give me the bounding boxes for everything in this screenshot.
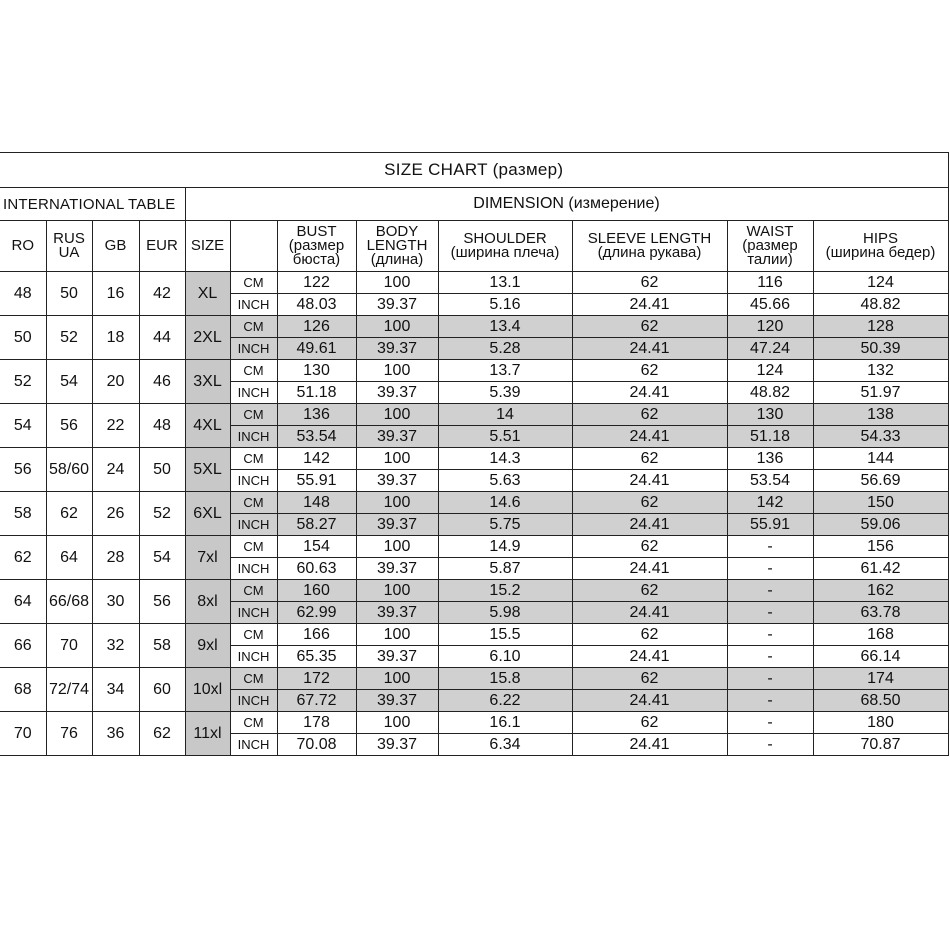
cm-shoulder: 16.1	[438, 712, 572, 734]
inch-body-length: 39.37	[356, 690, 438, 712]
cell-ro: 54	[0, 404, 46, 448]
cell-gb: 34	[92, 668, 139, 712]
cm-bust: 166	[277, 624, 356, 646]
inch-shoulder: 5.39	[438, 382, 572, 404]
cell-eur: 62	[139, 712, 185, 756]
header-sleeve-length	[572, 221, 727, 272]
cell-size: 5XL	[185, 448, 230, 492]
inch-sleeve-length: 24.41	[572, 338, 727, 360]
size-chart-table	[0, 152, 949, 756]
cell-gb: 24	[92, 448, 139, 492]
cell-ro: 68	[0, 668, 46, 712]
inch-sleeve-length: 24.41	[572, 558, 727, 580]
inch-bust: 49.61	[277, 338, 356, 360]
cell-gb: 30	[92, 580, 139, 624]
inch-shoulder: 6.34	[438, 734, 572, 756]
header-line: талии)	[747, 251, 793, 268]
unit-cm: CM	[230, 404, 277, 426]
unit-cm: CM	[230, 536, 277, 558]
cm-shoulder: 13.1	[438, 272, 572, 294]
inch-bust: 48.03	[277, 294, 356, 316]
cell-eur: 46	[139, 360, 185, 404]
cm-waist: 116	[727, 272, 813, 294]
cm-shoulder: 15.5	[438, 624, 572, 646]
unit-inch: INCH	[230, 514, 277, 536]
inch-body-length: 39.37	[356, 558, 438, 580]
inch-hips: 48.82	[813, 294, 948, 316]
cm-body-length: 100	[356, 272, 438, 294]
cell-size: 9xl	[185, 624, 230, 668]
cm-sleeve-length: 62	[572, 448, 727, 470]
inch-shoulder: 6.10	[438, 646, 572, 668]
cell-size: 8xl	[185, 580, 230, 624]
cell-rus: 66/68	[46, 580, 92, 624]
inch-body-length: 39.37	[356, 426, 438, 448]
cm-sleeve-length: 62	[572, 668, 727, 690]
table-row	[0, 668, 948, 690]
size-chart	[0, 152, 950, 794]
inch-hips: 56.69	[813, 470, 948, 492]
cell-gb: 18	[92, 316, 139, 360]
inch-sleeve-length: 24.41	[572, 382, 727, 404]
cell-ro: 70	[0, 712, 46, 756]
cm-waist: -	[727, 624, 813, 646]
inch-shoulder: 5.28	[438, 338, 572, 360]
cell-eur: 44	[139, 316, 185, 360]
header-gb	[92, 221, 139, 272]
cell-eur: 58	[139, 624, 185, 668]
inch-body-length: 39.37	[356, 470, 438, 492]
dimension-label: DIMENSION (измерение)	[185, 188, 948, 221]
cell-size: 3XL	[185, 360, 230, 404]
inch-body-length: 39.37	[356, 602, 438, 624]
unit-cm: CM	[230, 492, 277, 514]
cm-bust: 154	[277, 536, 356, 558]
cell-rus: 76	[46, 712, 92, 756]
inch-sleeve-length: 24.41	[572, 690, 727, 712]
cell-size: 6XL	[185, 492, 230, 536]
inch-hips: 68.50	[813, 690, 948, 712]
cm-bust: 126	[277, 316, 356, 338]
cell-rus: 58/60	[46, 448, 92, 492]
inch-bust: 53.54	[277, 426, 356, 448]
header-line: (длина рукава)	[597, 244, 702, 261]
cell-rus: 72/74	[46, 668, 92, 712]
cm-bust: 160	[277, 580, 356, 602]
inch-waist: -	[727, 690, 813, 712]
cm-body-length: 100	[356, 448, 438, 470]
cm-bust: 142	[277, 448, 356, 470]
cm-body-length: 100	[356, 404, 438, 426]
cell-rus: 50	[46, 272, 92, 316]
unit-inch: INCH	[230, 470, 277, 492]
cm-sleeve-length: 62	[572, 404, 727, 426]
table-row	[0, 536, 948, 558]
cm-sleeve-length: 62	[572, 492, 727, 514]
unit-inch: INCH	[230, 690, 277, 712]
unit-inch: INCH	[230, 382, 277, 404]
header-line: HIPS	[862, 230, 898, 247]
cm-body-length: 100	[356, 316, 438, 338]
chart-title: SIZE CHART (размер)	[0, 153, 948, 188]
cm-hips: 156	[813, 536, 948, 558]
cm-hips: 180	[813, 712, 948, 734]
cell-gb: 32	[92, 624, 139, 668]
cell-eur: 42	[139, 272, 185, 316]
cm-body-length: 100	[356, 360, 438, 382]
cm-sleeve-length: 62	[572, 624, 727, 646]
cm-waist: -	[727, 536, 813, 558]
cell-size: XL	[185, 272, 230, 316]
header-line: (длина)	[370, 251, 424, 268]
cell-size: 2XL	[185, 316, 230, 360]
cm-waist: -	[727, 668, 813, 690]
header-shoulder	[438, 221, 572, 272]
unit-cm: CM	[230, 624, 277, 646]
inch-sleeve-length: 24.41	[572, 734, 727, 756]
cm-sleeve-length: 62	[572, 712, 727, 734]
header-line: SLEEVE LENGTH	[587, 230, 712, 247]
cell-ro: 56	[0, 448, 46, 492]
cm-waist: 130	[727, 404, 813, 426]
header-eur	[139, 221, 185, 272]
cm-hips: 174	[813, 668, 948, 690]
cm-waist: 120	[727, 316, 813, 338]
international-table-label: INTERNATIONAL TABLE	[0, 188, 185, 221]
unit-inch: INCH	[230, 646, 277, 668]
cell-gb: 28	[92, 536, 139, 580]
inch-shoulder: 5.63	[438, 470, 572, 492]
cell-rus: 54	[46, 360, 92, 404]
inch-sleeve-length: 24.41	[572, 470, 727, 492]
table-row	[0, 316, 948, 338]
header-line: (ширина бедер)	[825, 244, 936, 261]
cell-size: 4XL	[185, 404, 230, 448]
inch-sleeve-length: 24.41	[572, 602, 727, 624]
inch-waist: -	[727, 558, 813, 580]
header-line: LENGTH	[366, 237, 428, 254]
unit-cm: CM	[230, 360, 277, 382]
cm-sleeve-length: 62	[572, 360, 727, 382]
cell-size: 10xl	[185, 668, 230, 712]
cm-bust: 136	[277, 404, 356, 426]
inch-waist: 45.66	[727, 294, 813, 316]
cm-body-length: 100	[356, 492, 438, 514]
cm-shoulder: 14.6	[438, 492, 572, 514]
inch-body-length: 39.37	[356, 514, 438, 536]
header-ro	[0, 221, 46, 272]
header-line: RUS	[53, 230, 85, 247]
inch-hips: 59.06	[813, 514, 948, 536]
header-rus	[46, 221, 92, 272]
cm-sleeve-length: 62	[572, 316, 727, 338]
cm-bust: 122	[277, 272, 356, 294]
table-row	[0, 448, 948, 470]
cm-waist: 136	[727, 448, 813, 470]
cell-rus: 64	[46, 536, 92, 580]
cell-ro: 50	[0, 316, 46, 360]
unit-inch: INCH	[230, 426, 277, 448]
inch-waist: -	[727, 602, 813, 624]
header-line: BODY	[375, 223, 419, 240]
cell-eur: 52	[139, 492, 185, 536]
inch-body-length: 39.37	[356, 734, 438, 756]
cm-hips: 144	[813, 448, 948, 470]
cell-gb: 22	[92, 404, 139, 448]
cm-waist: 124	[727, 360, 813, 382]
cell-size: 7xl	[185, 536, 230, 580]
inch-shoulder: 5.51	[438, 426, 572, 448]
cm-waist: -	[727, 580, 813, 602]
inch-hips: 70.87	[813, 734, 948, 756]
cm-body-length: 100	[356, 580, 438, 602]
inch-shoulder: 5.16	[438, 294, 572, 316]
cm-bust: 178	[277, 712, 356, 734]
header-line: (размер	[288, 237, 345, 254]
unit-cm: CM	[230, 272, 277, 294]
cm-shoulder: 14.3	[438, 448, 572, 470]
cm-hips: 132	[813, 360, 948, 382]
cell-eur: 54	[139, 536, 185, 580]
cell-ro: 52	[0, 360, 46, 404]
unit-cm: CM	[230, 316, 277, 338]
inch-body-length: 39.37	[356, 294, 438, 316]
header-body-length	[356, 221, 438, 272]
header-line: BUST	[296, 223, 337, 240]
header-line: UA	[58, 244, 80, 261]
table-row	[0, 404, 948, 426]
cm-sleeve-length: 62	[572, 580, 727, 602]
inch-shoulder: 5.75	[438, 514, 572, 536]
inch-hips: 63.78	[813, 602, 948, 624]
cell-rus: 52	[46, 316, 92, 360]
header-bust	[277, 221, 356, 272]
cell-gb: 36	[92, 712, 139, 756]
header-line: бюста)	[292, 251, 341, 268]
header-hips	[813, 221, 948, 272]
cm-shoulder: 15.2	[438, 580, 572, 602]
cell-ro: 62	[0, 536, 46, 580]
table-row	[0, 624, 948, 646]
header-size	[185, 221, 230, 272]
inch-waist: 53.54	[727, 470, 813, 492]
inch-bust: 70.08	[277, 734, 356, 756]
cell-rus: 70	[46, 624, 92, 668]
inch-waist: 51.18	[727, 426, 813, 448]
cm-hips: 168	[813, 624, 948, 646]
cell-gb: 26	[92, 492, 139, 536]
inch-bust: 67.72	[277, 690, 356, 712]
unit-cm: CM	[230, 668, 277, 690]
inch-sleeve-length: 24.41	[572, 294, 727, 316]
cell-eur: 56	[139, 580, 185, 624]
cell-rus: 56	[46, 404, 92, 448]
cell-size: 11xl	[185, 712, 230, 756]
cm-body-length: 100	[356, 624, 438, 646]
inch-bust: 58.27	[277, 514, 356, 536]
cm-bust: 130	[277, 360, 356, 382]
inch-waist: 55.91	[727, 514, 813, 536]
inch-bust: 51.18	[277, 382, 356, 404]
inch-bust: 60.63	[277, 558, 356, 580]
inch-body-length: 39.37	[356, 382, 438, 404]
inch-shoulder: 6.22	[438, 690, 572, 712]
header-line: GB	[104, 237, 127, 254]
header-line: (ширина плеча)	[450, 244, 560, 261]
header-line: WAIST	[746, 223, 794, 240]
unit-cm: CM	[230, 712, 277, 734]
cell-ro: 48	[0, 272, 46, 316]
cm-hips: 124	[813, 272, 948, 294]
unit-inch: INCH	[230, 734, 277, 756]
cm-waist: -	[727, 712, 813, 734]
table-row	[0, 272, 948, 294]
cm-body-length: 100	[356, 712, 438, 734]
table-row	[0, 492, 948, 514]
inch-waist: 47.24	[727, 338, 813, 360]
inch-bust: 65.35	[277, 646, 356, 668]
cell-eur: 60	[139, 668, 185, 712]
cm-shoulder: 14	[438, 404, 572, 426]
cm-body-length: 100	[356, 668, 438, 690]
inch-body-length: 39.37	[356, 646, 438, 668]
cm-hips: 138	[813, 404, 948, 426]
unit-inch: INCH	[230, 558, 277, 580]
header-line: (размер	[742, 237, 798, 254]
inch-waist: -	[727, 734, 813, 756]
cm-sleeve-length: 62	[572, 272, 727, 294]
cm-waist: 142	[727, 492, 813, 514]
inch-hips: 51.97	[813, 382, 948, 404]
inch-hips: 66.14	[813, 646, 948, 668]
cm-shoulder: 14.9	[438, 536, 572, 558]
table-row	[0, 712, 948, 734]
inch-shoulder: 5.87	[438, 558, 572, 580]
cm-hips: 128	[813, 316, 948, 338]
cell-ro: 58	[0, 492, 46, 536]
cm-bust: 172	[277, 668, 356, 690]
inch-waist: 48.82	[727, 382, 813, 404]
table-row	[0, 580, 948, 602]
inch-shoulder: 5.98	[438, 602, 572, 624]
header-line: RO	[11, 237, 34, 254]
cm-shoulder: 13.4	[438, 316, 572, 338]
inch-hips: 54.33	[813, 426, 948, 448]
cm-hips: 150	[813, 492, 948, 514]
cell-ro: 66	[0, 624, 46, 668]
unit-inch: INCH	[230, 338, 277, 360]
cell-eur: 50	[139, 448, 185, 492]
cm-bust: 148	[277, 492, 356, 514]
inch-hips: 61.42	[813, 558, 948, 580]
cm-hips: 162	[813, 580, 948, 602]
inch-bust: 55.91	[277, 470, 356, 492]
header-line: SIZE	[190, 237, 225, 254]
inch-waist: -	[727, 646, 813, 668]
unit-cm: CM	[230, 580, 277, 602]
inch-sleeve-length: 24.41	[572, 514, 727, 536]
inch-bust: 62.99	[277, 602, 356, 624]
inch-sleeve-length: 24.41	[572, 646, 727, 668]
cell-gb: 16	[92, 272, 139, 316]
header-waist	[727, 221, 813, 272]
header-unit	[230, 221, 277, 272]
inch-sleeve-length: 24.41	[572, 426, 727, 448]
cm-shoulder: 15.8	[438, 668, 572, 690]
cm-sleeve-length: 62	[572, 536, 727, 558]
cell-gb: 20	[92, 360, 139, 404]
cm-shoulder: 13.7	[438, 360, 572, 382]
cell-eur: 48	[139, 404, 185, 448]
unit-inch: INCH	[230, 602, 277, 624]
unit-cm: CM	[230, 448, 277, 470]
cell-rus: 62	[46, 492, 92, 536]
inch-hips: 50.39	[813, 338, 948, 360]
cm-body-length: 100	[356, 536, 438, 558]
header-line: EUR	[146, 237, 178, 254]
table-row	[0, 360, 948, 382]
cell-ro: 64	[0, 580, 46, 624]
inch-body-length: 39.37	[356, 338, 438, 360]
unit-inch: INCH	[230, 294, 277, 316]
header-line: SHOULDER	[463, 230, 547, 247]
